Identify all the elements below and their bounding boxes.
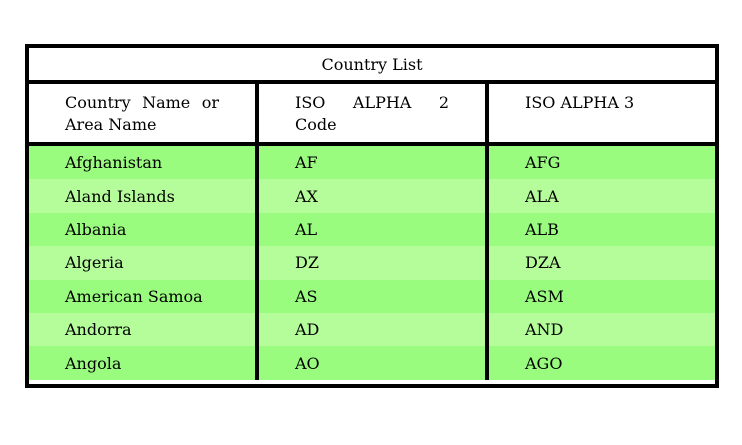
cell-country-name: Andorra [29, 313, 259, 346]
table-header-row [29, 84, 715, 146]
cell-iso-alpha-2: AX [259, 179, 489, 212]
cell-iso-alpha-3: ALA [525, 186, 559, 206]
table-caption: Country List [29, 48, 715, 84]
cell-iso-alpha-2: AO [259, 346, 489, 379]
table-row [29, 146, 715, 179]
cell-iso-alpha-2: AS [259, 280, 489, 313]
cell-country-name: American Samoa [29, 280, 259, 313]
table-body [29, 146, 715, 380]
cell-iso-alpha-3: AGO [525, 353, 563, 373]
cell-iso-alpha-2: AD [259, 313, 489, 346]
cell-iso-alpha-3: ASM [525, 286, 564, 306]
cell-iso-alpha-2: DZ [259, 246, 489, 279]
cell-iso-alpha-2: AL [259, 213, 489, 246]
cell-iso-alpha-2: AF [259, 146, 489, 179]
header-iso-alpha-2: ISO ALPHA 2 Code [259, 84, 489, 142]
cell-country-name: Albania [29, 213, 259, 246]
table-row [29, 313, 715, 346]
country-table [25, 44, 719, 388]
cell-country-name: Algeria [29, 246, 259, 279]
cell-iso-alpha-3: ALB [525, 219, 559, 239]
header-iso-alpha-3: ISO ALPHA 3 [525, 93, 635, 112]
table-row [29, 179, 715, 212]
cell-iso-alpha-3: DZA [525, 253, 561, 273]
cell-country-name: Afghanistan [29, 146, 259, 179]
cell-country-name: Aland Islands [29, 179, 259, 212]
table-row [29, 246, 715, 279]
cell-iso-alpha-3: AND [525, 320, 564, 340]
cell-iso-alpha-3: AFG [525, 153, 561, 173]
table-row [29, 346, 715, 379]
header-country-name: Country Name or Area Name [29, 84, 259, 142]
cell-country-name: Angola [29, 346, 259, 379]
table-row [29, 280, 715, 313]
table-row [29, 213, 715, 246]
